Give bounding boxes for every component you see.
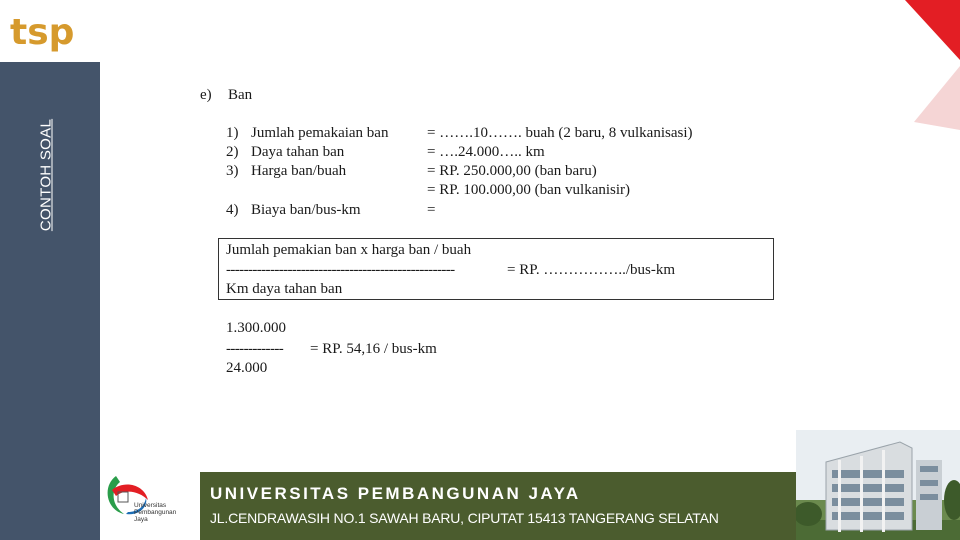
item-value: = ….24.000….. km [427,144,545,160]
university-logo-text: Pembangunan [134,509,177,516]
formula-divider: ---------------------------------------------------- [226,262,455,278]
formula-result: = RP. ……………../bus-km [507,262,676,278]
tsp-logo-text: tsp [10,12,75,53]
item-label: Biaya ban/bus-km [251,202,361,218]
item-number: 1) [226,125,239,141]
item-number: 2) [226,144,239,160]
sidebar-title-text: CONTOH SOAL [37,118,55,232]
formula-numerator: Jumlah pemakian ban x harga ban / buah [226,242,472,258]
calc-divider: ------------- [226,341,284,357]
university-logo-text: Jaya [134,516,148,523]
section-label: e) [200,87,212,103]
calc-denominator: 24.000 [226,360,268,376]
calc-result: = RP. 54,16 / bus-km [310,341,437,357]
item-number: 3) [226,163,239,179]
university-address: JL.CENDRAWASIH NO.1 SAWAH BARU, CIPUTAT 15413 TANGERANG SELATAN [210,510,719,526]
formula-denominator: Km daya tahan ban [226,281,343,297]
university-name: UNIVERSITAS PEMBANGUNAN JAYA [210,484,581,503]
building-image [796,430,960,540]
calc-numerator: 1.300.000 [226,320,286,336]
university-logo [104,470,198,532]
footer-band [200,472,796,540]
item-value: = RP. 100.000,00 (ban vulkanisir) [427,182,631,198]
section-title: Ban [228,87,253,103]
item-value: = RP. 250.000,00 (ban baru) [427,163,597,179]
item-label: Jumlah pemakaian ban [251,125,389,141]
university-logo-text: Universitas [134,502,167,509]
item-label: Harga ban/buah [251,163,347,179]
item-label: Daya tahan ban [251,144,345,160]
item-value: = …….10……. buah (2 baru, 8 vulkanisasi) [427,125,693,141]
item-number: 4) [226,202,239,218]
item-value: = [427,202,436,218]
